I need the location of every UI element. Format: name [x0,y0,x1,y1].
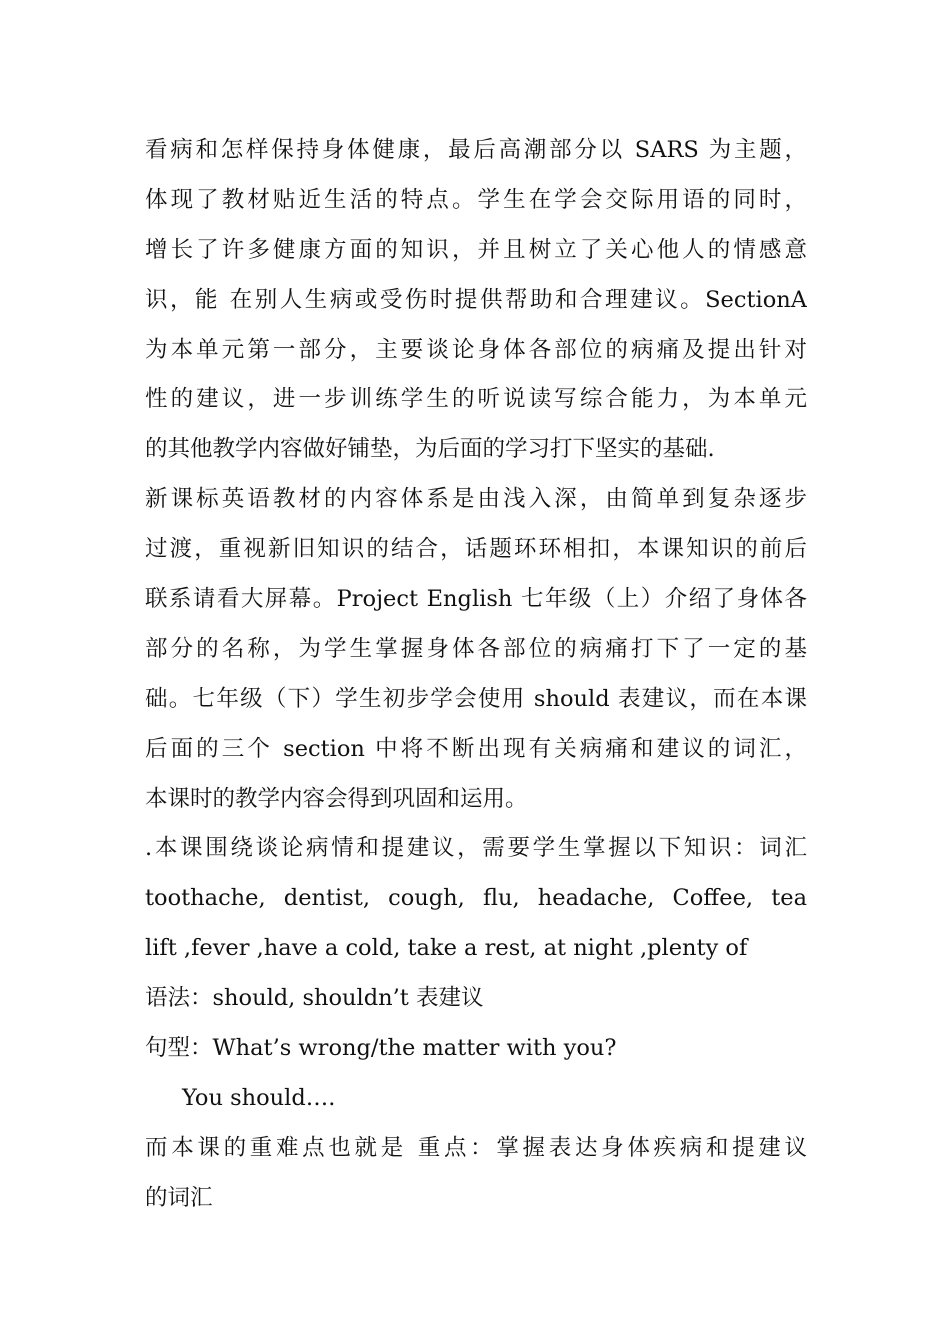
paragraph-line: 看病和怎样保持身体健康，最后高潮部分以 SARS 为主题， [145,137,807,163]
paragraph-line: 过渡，重视新旧知识的结合，话题环环相扣，本课知识的前后 [145,536,807,563]
paragraph-line: 增长了许多健康方面的知识，并且树立了关心他人的情感意 [145,236,807,263]
paragraph-line: 的词汇 [145,1184,213,1211]
vocabulary-line: lift ,fever ,have a cold, take a rest, at night ,plenty of [145,935,748,962]
paragraph-line: 而本课的重难点也就是 重点：掌握表达身体疾病和提建议 [145,1134,807,1161]
vocabulary-line: toothache, dentist, cough, flu, headache, Coffee, tea [145,885,807,912]
sentence-pattern-example: You should…. [182,1084,336,1111]
paragraph-line: .本课围绕谈论病情和提建议，需要学生掌握以下知识：词汇 [145,835,807,862]
paragraph-line: 新课标英语教材的内容体系是由浅入深，由简单到复杂逐步 [145,486,807,513]
paragraph-line: 识，能 在别人生病或受伤时提供帮助和合理建议。SectionA [145,286,807,313]
paragraph-line: 础。七年级（下）学生初步学会使用 should 表建议，而在本课 [145,685,807,712]
paragraph-line: 部分的名称，为学生掌握身体各部位的病痛打下了一定的基 [145,635,807,662]
paragraph-line: 后面的三个 section 中将不断出现有关病痛和建议的词汇， [145,735,807,762]
document-body [145,126,807,1224]
paragraph-line: 联系请看大屏幕。Project English 七年级（上）介绍了身体各 [145,586,807,613]
grammar-line: 语法：should, shouldn’t 表建议 [145,985,484,1012]
paragraph-line: 性的建议，进一步训练学生的听说读写综合能力，为本单元 [145,386,807,413]
paragraph-line: 体现了教材贴近生活的特点。学生在学会交际用语的同时， [145,186,807,213]
paragraph-line: 的其他教学内容做好铺垫，为后面的学习打下坚实的基础. [145,436,715,463]
paragraph-line: 本课时的教学内容会得到巩固和运用。 [145,785,528,812]
sentence-pattern-line: 句型：What’s wrong/the matter with you? [145,1035,617,1062]
paragraph-line: 为本单元第一部分，主要谈论身体各部位的病痛及提出针对 [145,336,807,363]
